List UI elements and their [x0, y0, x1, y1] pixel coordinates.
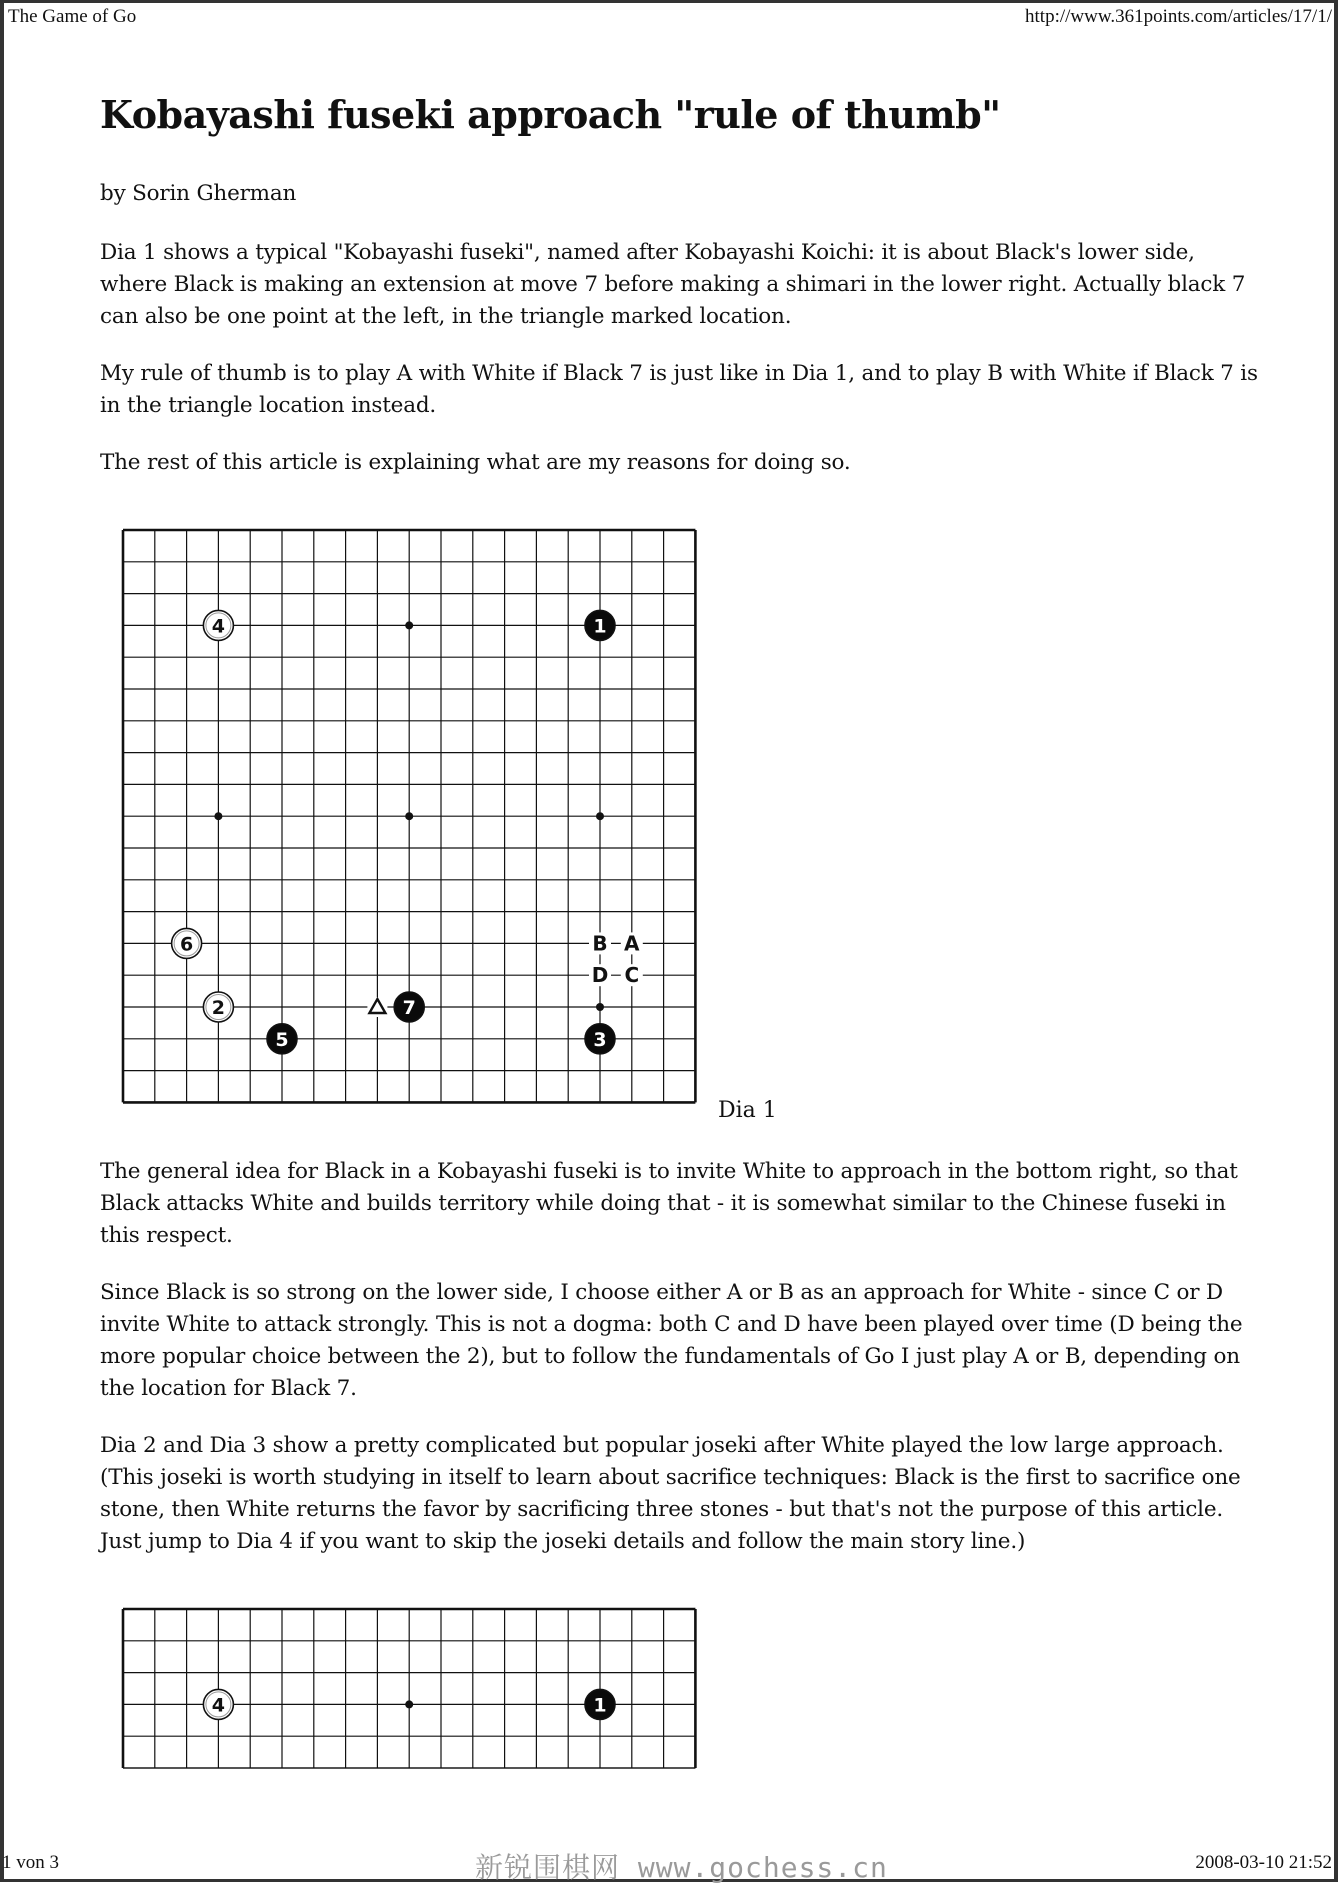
page-frame-left [0, 0, 4, 1882]
dia1-caption: Dia 1 [718, 1098, 777, 1123]
dia2-stone-number: 4 [211, 1694, 226, 1717]
print-header-url[interactable]: http://www.361points.com/articles/17/1/ [1025, 6, 1332, 27]
page-number: 1 von 3 [2, 1852, 59, 1873]
dia1-hoshi-point [405, 812, 413, 820]
dia1-stone-number: 3 [593, 1028, 607, 1051]
go-diagram-1 [120, 527, 700, 1107]
dia2-stone-number: 1 [593, 1694, 607, 1717]
article-author: by Sorin Gherman [100, 181, 297, 206]
dia1-letter-mark: D [591, 963, 609, 988]
dia1-letter-mark: B [592, 931, 608, 956]
dia1-stone-number: 6 [179, 933, 194, 956]
paragraph-3: The rest of this article is explaining what are my reasons for doing so. [100, 450, 851, 475]
paragraph-4: The general idea for Black in a Kobayashi fuseki is to invite White to approach in the bottom right, so that Black attacks White and builds territory while doing that - it is somewhat similar to the Chinese fuseki in this respect. [100, 1159, 1238, 1248]
page-frame-right [1334, 0, 1338, 1882]
dia1-hoshi-point [596, 812, 604, 820]
dia1-letter-mark: C [624, 963, 640, 988]
paragraph-2: My rule of thumb is to play A with White if Black 7 is just like in Dia 1, and to play B with White if Black 7 is in the triangle location instead. [100, 361, 1258, 418]
dia1-stone-number: 1 [593, 615, 607, 638]
dia1-stone-number: 7 [402, 997, 416, 1019]
paragraph-5: Since Black is so strong on the lower side, I choose either A or B as an approach for White - since C or D invite White to attack strongly. This is not a dogma: both C and D have been played over time (D being the more popular choice between the 2), but to follow the fundamentals of Go I just play A or B, depending on the location for Black 7. [100, 1280, 1243, 1401]
dia1-stone-number: 2 [211, 997, 226, 1019]
print-datetime: 2008-03-10 21:52 [1195, 1852, 1332, 1873]
dia1-hoshi-point [596, 1003, 604, 1011]
site-watermark: 新锐围棋网 www.gochess.cn [475, 1851, 888, 1884]
go-diagram-2 [120, 1606, 700, 1802]
dia1-stone-number: 5 [275, 1028, 289, 1051]
paragraph-6: Dia 2 and Dia 3 show a pretty complicated but popular joseki after White played the low large approach. (This joseki is worth studying in itself to learn about sacrifice techniques: Black is the first to sacrifice one stone, then White returns the favor by sacrificing three stones - but that's not the purpose of this article. Just jump to Dia 4 if you want to skip the joseki details and follow the main story line.) [100, 1433, 1241, 1554]
dia2-hoshi-point [405, 1700, 413, 1708]
page-frame-top [0, 0, 1338, 3]
paragraph-1: Dia 1 shows a typical "Kobayashi fuseki", named after Kobayashi Koichi: it is about Black's lower side, where Black is making an extension at move 7 before making a shimari in the lower right. Actually black 7 can also be one point at the left, in the triangle marked location. [100, 240, 1246, 329]
dia1-hoshi-point [214, 812, 222, 820]
print-header-title: The Game of Go [8, 6, 137, 27]
dia1-letter-mark: A [624, 931, 640, 956]
dia2-grid [123, 1609, 695, 1768]
dia1-hoshi-point [405, 621, 413, 629]
article-title: Kobayashi fuseki approach "rule of thumb" [100, 92, 1001, 137]
dia1-stone-number: 4 [211, 615, 226, 638]
